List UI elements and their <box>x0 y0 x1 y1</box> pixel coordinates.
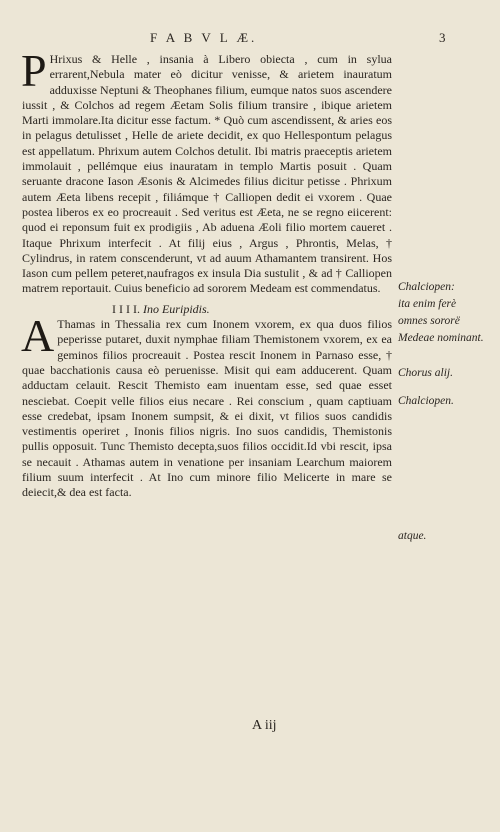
margin-note-atque: atque. <box>398 530 427 542</box>
fable-4-subtitle: Ino Euripidis. <box>142 301 210 316</box>
margin-note-ita-enim: ita enim ferè <box>398 298 457 310</box>
signature-mark: A iij <box>252 718 277 733</box>
margin-note-medeae: Medeae nominant. <box>398 332 484 344</box>
page-header <box>0 30 500 48</box>
margin-note-chalciopen-2: Chalciopen. <box>398 395 454 407</box>
fable-3-paragraph <box>21 45 392 297</box>
fable-4-heading <box>22 302 392 317</box>
page-number: 3 <box>439 30 446 45</box>
fable-4-number: I I I I. <box>112 301 140 316</box>
main-text-column <box>21 45 392 501</box>
fable-4-text: Thamas in Thessalia rex cum Inonem vxorem, ex qua duos filios peperisse putaret, duxit nymphae filiam Themistonem vxorem, ex ea geminos filios procreauit . Postea rescit Inonem in Parnaso esse, † quae bacchationis causa eò peruenisse. Misit qui eam adducerent. Quam adductam celauit. Rescit Themisto eam inuentam esse, sed quae esset nesciebat. Coepit velle filios eius necare . Rei conscium , quam captiuam esse credebat, ipsam Inonem sumpsit, & ei dixit, vt filios suos candidis vestimentis operiret , Inonis filios nigris. Ino suos candidis, Themistonis pullis opposuit. Tunc Themisto decepta,suos filios occidit.Id vbi rescit, ipsa se necauit . Athamas autem in venatione per insaniam Learchum maiorem filium suum interfecit . At Ino cum minore filio Melicerte in mare se deiecit,& dea est facta. <box>22 317 392 500</box>
dropcap-a: A <box>21 310 55 362</box>
running-title: F A B V L Æ. <box>150 30 258 45</box>
margin-note-omnes-sorore: omnes sororë <box>398 315 460 327</box>
fable-4-paragraph <box>21 310 392 501</box>
dropcap-p: P <box>21 45 47 96</box>
margin-note-chorus: Chorus alij. <box>398 367 453 379</box>
fable-3-text: Hrixus & Helle , insania à Libero obiecta , cum in sylua errarent,Nebula mater eò dicitur venisse, & arietem inauratum adduxisse Neptuni & Theophanes filium, eumque natos suos ascendere iussit , & Colchos ad regem Æetam Solis filium transire , ibique arietem Marti immolare.Ita dicitur esse factum. * Quò cum ascendissent, & aries eos in pelagus detulisset , Helle de ariete decidit, ex quo Hellespontum pelagus est appellatum. Phrixum autem Colchos detulit. Ibi matris praeceptis arietem immolauit , pellémque eius inauratam in templo Martis posuit . Quam seruante dracone Iason Æsonis & Alcimedes filius dicitur petisse . Phrixum autem Æeta libens recepit , filiámque † Calliopen dedit ei vxorem . Quae postea liberos ex eo procreauit . Sed veritus est Æeta, ne se regno eiicerent: quod ei reponsum fuit ex prodigiis , Ab aduena Æoli filio mortem caueret . Itaque Phrixum interfecit . At filij eius , Argus , Phrontis, Melas, † Cylindrus, in ratem conscenderunt, vt ad auum Athamantem transirent. Hos Iason cum pellem peteret,naufragos ex insula Dia sustulit , & ad † Calliopen matrem reportauit. Cuius beneficio ad sororem Medeam est commendatus. <box>22 52 392 296</box>
margin-note-chalciopen: Chalciopen: <box>398 281 455 293</box>
